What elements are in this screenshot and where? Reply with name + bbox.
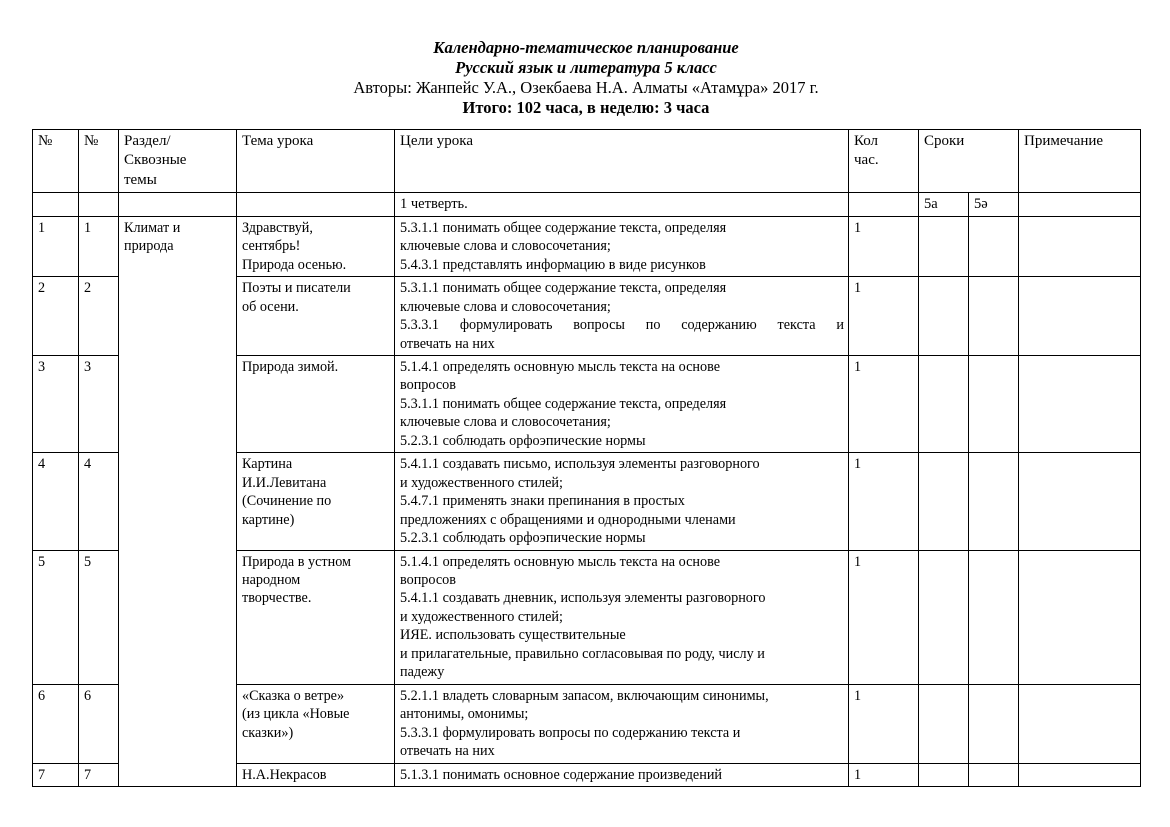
cell-primechanie[interactable] xyxy=(1019,550,1141,684)
cell-no1: 2 xyxy=(33,277,79,356)
cell-celi-line: предложениях с обращениями и однородными членами xyxy=(400,511,736,528)
cell-no1: 3 xyxy=(33,356,79,453)
quarter-banner-row xyxy=(33,193,1141,217)
cell-no1: 5 xyxy=(33,550,79,684)
table-body xyxy=(33,193,1141,787)
cell-celi xyxy=(395,216,849,276)
cell-no2: 1 xyxy=(79,216,119,276)
cell-tema xyxy=(237,356,395,453)
cell-srok-5e[interactable] xyxy=(969,453,1019,550)
cell-tema-line: (из цикла «Новые xyxy=(242,706,350,723)
cell-tema-line: И.И.Левитана xyxy=(242,474,327,491)
cell-srok-5a[interactable] xyxy=(919,453,969,550)
document-hours-summary: Итого: 102 часа, в неделю: 3 часа xyxy=(462,98,710,118)
cell-no1: 6 xyxy=(33,684,79,763)
column-header-celi: Цели урока xyxy=(395,129,849,193)
cell-celi-line: 5.3.1.1 понимать общее содержание текста, определяя xyxy=(400,395,727,412)
document-title: Календарно-тематическое планирование xyxy=(433,38,739,57)
column-subheader-5e: 5ә xyxy=(969,193,1019,217)
cell-srok-5a[interactable] xyxy=(919,356,969,453)
cell-srok-5e[interactable] xyxy=(969,216,1019,276)
cell-primechanie[interactable] xyxy=(1019,277,1141,356)
cell-tema xyxy=(237,550,395,684)
cell-srok-5e[interactable] xyxy=(969,550,1019,684)
cell-celi-line: 5.4.7.1 применять знаки препинания в простых xyxy=(400,493,685,510)
table-head xyxy=(33,129,1141,193)
cell-razdel xyxy=(119,216,237,786)
cell-no2: 6 xyxy=(79,684,119,763)
cell-celi-line: 5.4.3.1 представлять информацию в виде рисунков xyxy=(400,256,706,273)
cell-tema-line: Поэты и писатели xyxy=(242,280,351,297)
cell-celi-line: ключевые слова и словосочетания; xyxy=(400,298,611,315)
cell-tema-line: сказки») xyxy=(242,724,294,741)
cell-celi-line: антонимы, омонимы; xyxy=(400,706,529,723)
title-block xyxy=(32,38,1140,119)
cell-celi-line: 5.2.1.1 владеть словарным запасом, включающим синонимы, xyxy=(400,687,769,704)
cell-srok-5e[interactable] xyxy=(969,356,1019,453)
document-subject: Русский язык и литература 5 класс xyxy=(455,58,717,78)
cell-celi-line: 5.1.4.1 определять основную мысль текста на основе xyxy=(400,553,720,570)
document-authors: Авторы: Жанпейс У.А., Озекбаева Н.А. Алматы «Атамұра» 2017 г. xyxy=(353,78,819,98)
cell-celi xyxy=(395,453,849,550)
cell-celi-line: вопросов xyxy=(400,377,456,394)
cell-celi xyxy=(395,356,849,453)
cell-srok-5e[interactable] xyxy=(969,763,1019,786)
cell-tema-line: (Сочинение по xyxy=(242,493,332,510)
quarter-empty-razdel xyxy=(119,193,237,217)
cell-celi-line: 5.3.3.1 формулировать вопросы по содержанию текста и xyxy=(400,724,741,741)
cell-celi-line: отвечать на них xyxy=(400,743,495,760)
quarter-empty-kol xyxy=(849,193,919,217)
column-header-sroki: Сроки xyxy=(919,129,1019,193)
column-header-no2: № xyxy=(79,129,119,193)
cell-celi-line: ключевые слова и словосочетания; xyxy=(400,238,611,255)
cell-srok-5a[interactable] xyxy=(919,277,969,356)
cell-srok-5a[interactable] xyxy=(919,216,969,276)
cell-celi-line: отвечать на них xyxy=(400,335,495,352)
cell-srok-5a[interactable] xyxy=(919,684,969,763)
column-header-tema: Тема урока xyxy=(237,129,395,193)
cell-srok-5a[interactable] xyxy=(919,763,969,786)
cell-tema-line: Картина xyxy=(242,456,293,473)
cell-celi-line: 5.4.1.1 создавать дневник, используя элементы разговорного xyxy=(400,590,766,607)
cell-kol-chas: 1 xyxy=(849,550,919,684)
cell-kol-chas: 1 xyxy=(849,684,919,763)
cell-no1: 7 xyxy=(33,763,79,786)
cell-celi xyxy=(395,684,849,763)
table-row xyxy=(33,216,1141,276)
cell-tema-line: об осени. xyxy=(242,298,299,315)
cell-srok-5e[interactable] xyxy=(969,277,1019,356)
cell-celi-line: и художественного стилей; xyxy=(400,608,563,625)
cell-tema-line: «Сказка о ветре» xyxy=(242,687,345,704)
planning-table xyxy=(32,129,1141,787)
quarter-empty-primechanie xyxy=(1019,193,1141,217)
cell-tema xyxy=(237,763,395,786)
cell-celi xyxy=(395,763,849,786)
column-header-kol xyxy=(849,129,919,193)
quarter-banner-label: 1 четверть. xyxy=(395,193,849,217)
cell-primechanie[interactable] xyxy=(1019,684,1141,763)
cell-celi-line: 5.3.1.1 понимать общее содержание текста, определяя xyxy=(400,219,727,236)
cell-razdel-line: Климат и xyxy=(124,219,181,236)
cell-srok-5e[interactable] xyxy=(969,684,1019,763)
cell-celi-line: 5.3.3.1 формулировать вопросы по содержанию текста и xyxy=(400,317,844,334)
cell-tema-line: Н.А.Некрасов xyxy=(242,766,327,783)
cell-tema xyxy=(237,216,395,276)
column-header-razdel-line1: Раздел/ xyxy=(124,132,171,149)
cell-celi-line: 5.1.4.1 определять основную мысль текста на основе xyxy=(400,359,720,376)
cell-primechanie[interactable] xyxy=(1019,356,1141,453)
cell-no2: 2 xyxy=(79,277,119,356)
column-header-kol-line1: Кол xyxy=(854,132,879,149)
cell-celi-line: 5.4.1.1 создавать письмо, используя элементы разговорного xyxy=(400,456,760,473)
cell-celi-line: 5.3.1.1 понимать общее содержание текста, определяя xyxy=(400,280,727,297)
cell-celi-line: 5.2.3.1 соблюдать орфоэпические нормы xyxy=(400,432,646,449)
column-header-kol-line2: час. xyxy=(854,152,879,168)
cell-tema xyxy=(237,684,395,763)
cell-celi-line: ключевые слова и словосочетания; xyxy=(400,414,611,431)
cell-no2: 3 xyxy=(79,356,119,453)
cell-celi xyxy=(395,277,849,356)
cell-no2: 4 xyxy=(79,453,119,550)
cell-kol-chas: 1 xyxy=(849,763,919,786)
cell-tema xyxy=(237,453,395,550)
cell-celi-line: 5.1.3.1 понимать основное содержание произведений xyxy=(400,766,723,783)
cell-celi-line: вопросов xyxy=(400,572,456,588)
quarter-empty-no1 xyxy=(33,193,79,217)
cell-celi-line: 5.2.3.1 соблюдать орфоэпические нормы xyxy=(400,530,646,547)
cell-tema xyxy=(237,277,395,356)
cell-celi-line: ИЯЕ. использовать существительные xyxy=(400,627,626,644)
cell-srok-5a[interactable] xyxy=(919,550,969,684)
cell-celi xyxy=(395,550,849,684)
cell-razdel-line: природа xyxy=(124,238,174,255)
cell-primechanie[interactable] xyxy=(1019,763,1141,786)
cell-tema-line: народном xyxy=(242,572,301,588)
column-header-razdel-line2: Сквозные xyxy=(124,152,187,168)
cell-celi-line: и прилагательные, правильно согласовывая по роду, числу и xyxy=(400,645,765,662)
cell-tema-line: сентябрь! xyxy=(242,238,301,255)
quarter-empty-tema xyxy=(237,193,395,217)
column-header-razdel-line3: темы xyxy=(124,171,157,188)
cell-no1: 1 xyxy=(33,216,79,276)
column-header-razdel xyxy=(119,129,237,193)
column-header-no1: № xyxy=(33,129,79,193)
cell-no1: 4 xyxy=(33,453,79,550)
cell-kol-chas: 1 xyxy=(849,277,919,356)
quarter-empty-no2 xyxy=(79,193,119,217)
cell-no2: 5 xyxy=(79,550,119,684)
cell-celi-line: и художественного стилей; xyxy=(400,474,563,491)
cell-primechanie[interactable] xyxy=(1019,453,1141,550)
cell-no2: 7 xyxy=(79,763,119,786)
cell-primechanie[interactable] xyxy=(1019,216,1141,276)
cell-tema-line: Природа осенью. xyxy=(242,256,347,273)
cell-kol-chas: 1 xyxy=(849,453,919,550)
cell-tema-line: картине) xyxy=(242,511,295,528)
cell-tema-line: творчестве. xyxy=(242,590,312,607)
cell-tema-line: Природа зимой. xyxy=(242,359,339,376)
cell-kol-chas: 1 xyxy=(849,216,919,276)
cell-celi-line: падежу xyxy=(400,664,445,681)
table-header-row xyxy=(33,129,1141,193)
cell-tema-line: Природа в устном xyxy=(242,553,352,570)
column-subheader-5a: 5а xyxy=(919,193,969,217)
cell-tema-line: Здравствуй, xyxy=(242,219,313,236)
column-header-primechanie: Примечание xyxy=(1019,129,1141,193)
cell-kol-chas: 1 xyxy=(849,356,919,453)
